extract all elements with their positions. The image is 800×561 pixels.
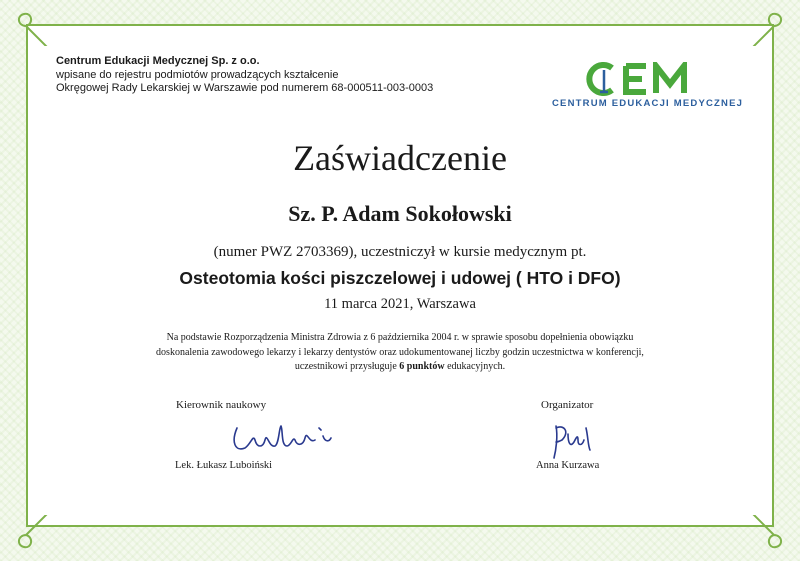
logo-caption: CENTRUM EDUKACJI MEDYCZNEJ (552, 98, 744, 109)
issuer-registry-line: wpisane do rejestru podmiotów prowadzących kształcenie (56, 68, 339, 81)
legal-line: doskonalenia zawodowego lekarzy i lekarzy dentystów oraz udokumentowanej liczby godzin uczestnictwa w konferencji, (156, 346, 644, 358)
issuer-registry-number-line: Okręgowej Rady Lekarskiej w Warszawie pod numerem 68-000511-003-0003 (56, 82, 434, 94)
cem-logo-mark-icon (582, 62, 722, 96)
legal-line-prefix: uczestnikowi przysługuje (294, 361, 400, 372)
scientific-director-name: Lek. Łukasz Luboiński (175, 460, 273, 471)
organizer-role: Organizator (541, 399, 594, 411)
scientific-director-signature (225, 418, 335, 460)
scientific-director-role: Kierownik naukowy (176, 399, 267, 411)
legal-line-suffix: edukacyjnych. (444, 361, 506, 372)
legal-line-points (90, 360, 710, 375)
recipient-name: Sz. P. Adam Sokołowski (288, 201, 512, 226)
issuer-name: Centrum Edukacji Medycznej Sp. z o.o. (56, 55, 260, 67)
points-value: 6 punktów (399, 361, 445, 372)
organizer-name: Anna Kurzawa (536, 460, 600, 471)
corner-ornament-icon (8, 515, 48, 555)
corner-ornament-icon (8, 6, 48, 46)
cem-logo (552, 62, 752, 112)
certificate-title: Zaświadczenie (293, 138, 507, 178)
corner-ornament-icon (752, 515, 792, 555)
date-place: 11 marca 2021, Warszawa (324, 296, 476, 312)
legal-line: Na podstawie Rozporządzenia Ministra Zdrowia z 6 października 2004 r. w sprawie sposobu dopełnienia obowiązku (166, 332, 634, 343)
legal-basis (90, 331, 710, 375)
course-title: Osteotomia kości piszczelowej i udowej ( HTO i DFO) (179, 268, 621, 288)
participation-statement: (numer PWZ 2703369), uczestniczył w kursie medycznym pt. (213, 244, 587, 260)
issuer-block (56, 55, 433, 96)
organizer-signature (548, 420, 598, 462)
corner-ornament-icon (752, 6, 792, 46)
